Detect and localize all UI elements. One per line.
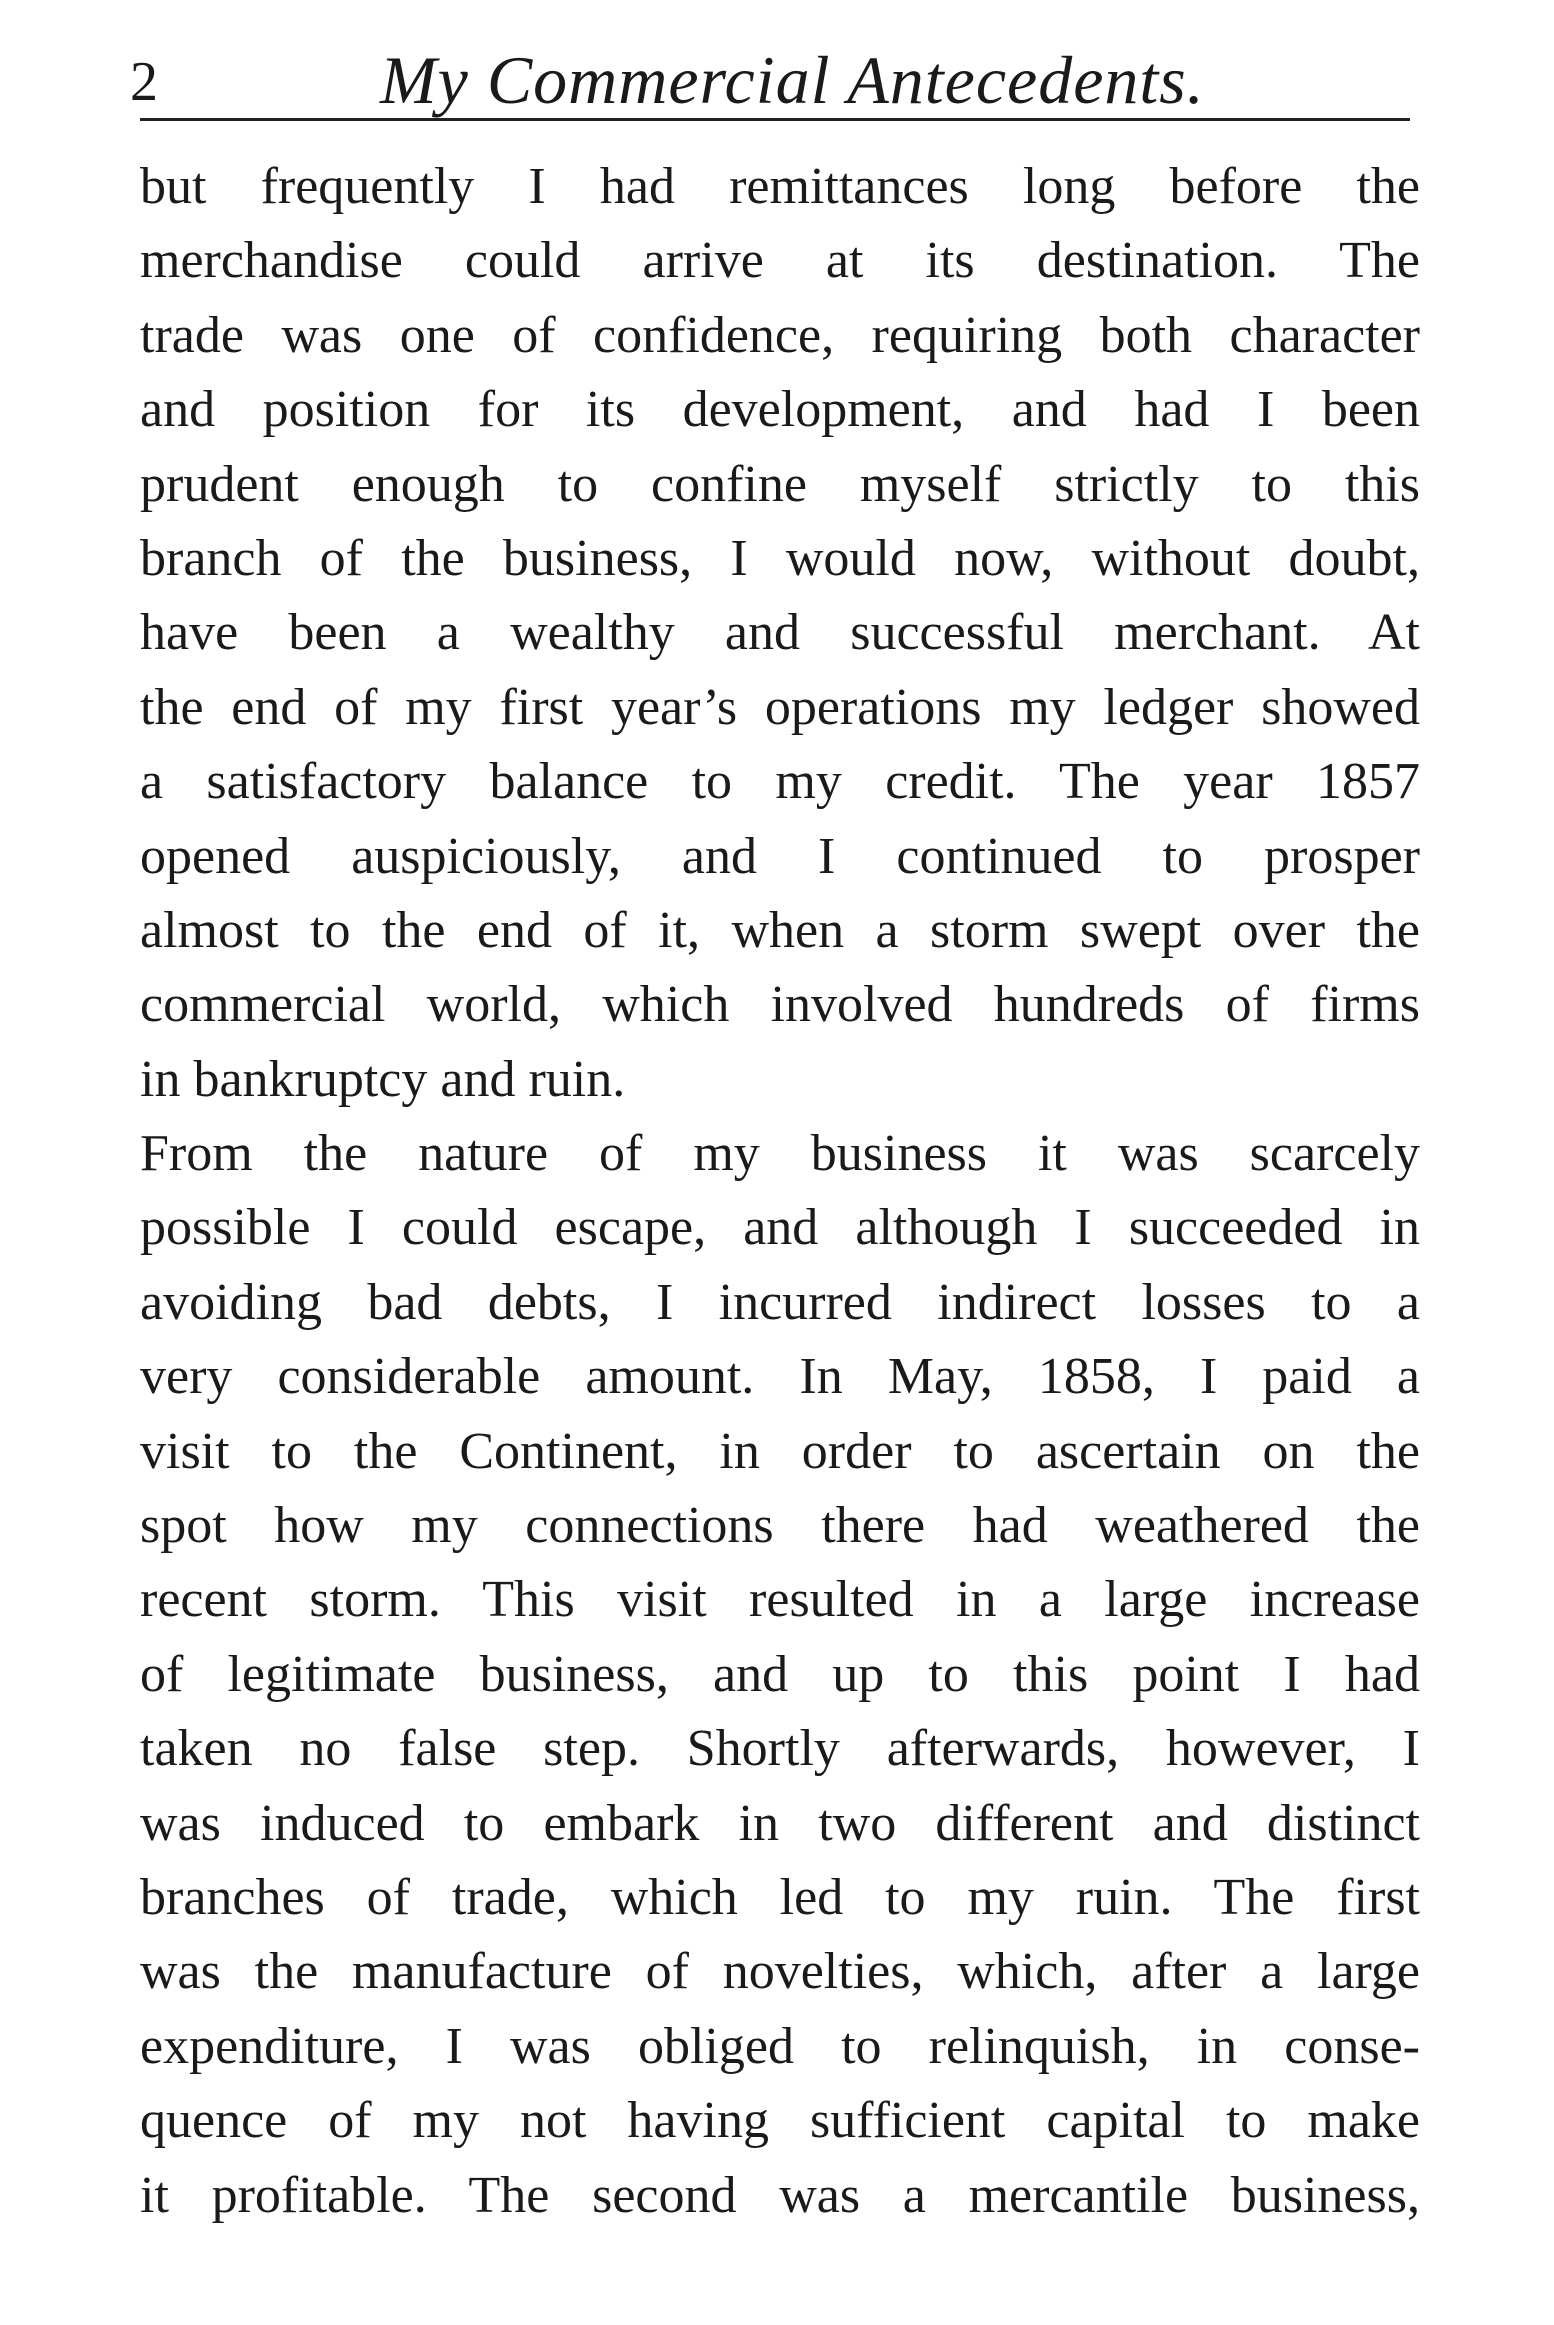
text-line: have been a wealthy and successful merchant. At (140, 604, 1420, 662)
text-line: trade was one of confidence, requiring both character (140, 306, 1420, 364)
text-line: branch of the business, I would now, without doubt, (140, 529, 1420, 587)
text-line: almost to the end of it, when a storm swept over the (140, 901, 1420, 959)
text-line: it profitable. The second was a mercantile business, (140, 2166, 1420, 2224)
text-line: of legitimate business, and up to this point I had (140, 1645, 1420, 1703)
text-line: expenditure, I was obliged to relinquish, in conse- (140, 2017, 1420, 2075)
text-line: was the manufacture of novelties, which, after a large (140, 1943, 1420, 2001)
text-line: but frequently I had remittances long before the (140, 158, 1420, 215)
text-line: prudent enough to confine myself strictly to this (140, 455, 1420, 513)
paragraph-2 (140, 1117, 1420, 2233)
text-line: very considerable amount. In May, 1858, I paid a (140, 1348, 1420, 1406)
header-rule (140, 118, 1410, 121)
text-line: branches of trade, which led to my ruin. The first (140, 1868, 1420, 1926)
text-line: quence of my not having sufficient capital to make (140, 2092, 1420, 2150)
text-line: a satisfactory balance to my credit. The year 1857 (140, 753, 1420, 811)
text-line: merchandise could arrive at its destination. The (140, 232, 1420, 290)
text-line: opened auspiciously, and I continued to prosper (140, 827, 1420, 885)
text-line: taken no false step. Shortly afterwards, however, I (140, 1720, 1420, 1778)
text-line: spot how my connections there had weathered the (140, 1497, 1420, 1555)
body-text (140, 150, 1420, 2233)
paragraph-1 (140, 150, 1420, 1117)
text-line: and position for its development, and had I been (140, 381, 1420, 439)
text-line: recent storm. This visit resulted in a large increase (140, 1571, 1420, 1629)
running-title: My Commercial Antecedents. (380, 42, 1205, 118)
text-line: visit to the Continent, in order to ascertain on the (140, 1422, 1420, 1480)
page-number: 2 (130, 51, 158, 113)
text-line: possible I could escape, and although I succeeded in (140, 1199, 1420, 1257)
text-line: avoiding bad debts, I incurred indirect losses to a (140, 1273, 1420, 1331)
text-line: the end of my first year’s operations my ledger showed (140, 678, 1420, 736)
text-line: in bankruptcy and ruin. (140, 1050, 626, 1108)
page-header (130, 25, 1420, 125)
text-line: was induced to embark in two different and distinct (140, 1794, 1420, 1852)
text-line: commercial world, which involved hundreds of firms (140, 976, 1420, 1034)
text-line: From the nature of my business it was scarcely (140, 1125, 1420, 1183)
